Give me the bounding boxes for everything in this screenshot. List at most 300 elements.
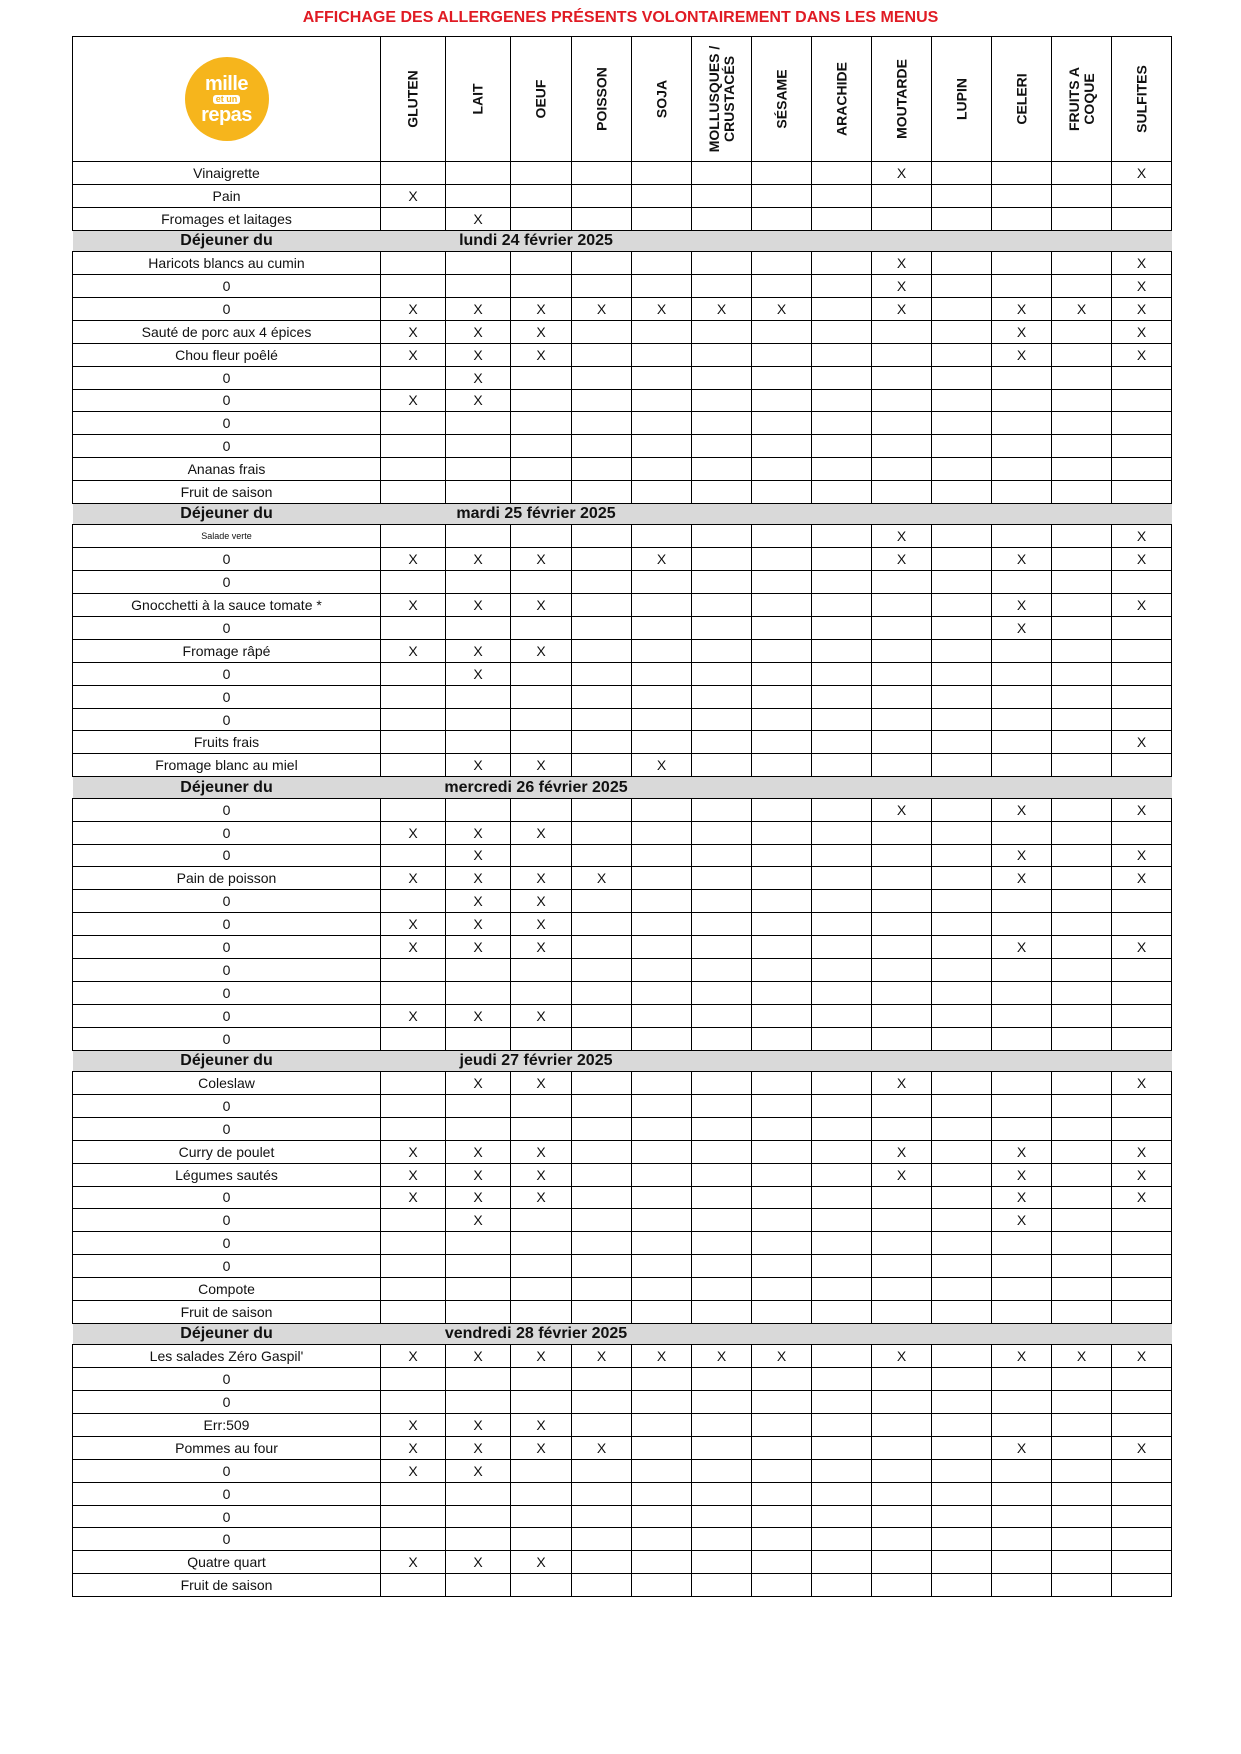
allergen-mark-cell (812, 639, 872, 662)
day-label: Déjeuner du (73, 777, 381, 799)
allergen-mark-cell (511, 731, 572, 754)
menu-item-name: 0 (73, 1459, 381, 1482)
allergen-mark-cell (572, 252, 632, 275)
allergen-mark-cell: X (1112, 731, 1172, 754)
allergen-mark-cell (932, 1528, 992, 1551)
allergen-mark-cell (572, 890, 632, 913)
allergen-mark-cell (381, 1209, 446, 1232)
allergen-mark-cell (692, 1117, 752, 1140)
menu-item-row (73, 481, 1172, 504)
allergen-mark-cell (932, 890, 992, 913)
menu-item-name: 0 (73, 1255, 381, 1278)
allergen-mark-cell (1112, 821, 1172, 844)
allergen-mark-cell (572, 481, 632, 504)
allergen-mark-cell (992, 913, 1052, 936)
allergen-mark-cell: X (1112, 1072, 1172, 1095)
allergen-header (812, 37, 872, 162)
allergen-mark-cell (632, 1551, 692, 1574)
menu-item-row (73, 981, 1172, 1004)
allergen-mark-cell: X (511, 320, 572, 343)
day-label: Déjeuner du (73, 1050, 381, 1072)
allergen-mark-cell (1052, 708, 1112, 731)
allergen-header-label: MOUTARDE (893, 59, 909, 139)
allergen-mark-cell (1052, 867, 1112, 890)
allergen-mark-cell (812, 1094, 872, 1117)
allergen-mark-cell (692, 525, 752, 548)
day-header-filler (692, 503, 1172, 525)
allergen-mark-cell (511, 389, 572, 412)
allergen-mark-cell (932, 435, 992, 458)
allergen-mark-cell: X (992, 867, 1052, 890)
menu-item-row (73, 343, 1172, 366)
allergen-mark-cell: X (1112, 594, 1172, 617)
menu-item-row (73, 571, 1172, 594)
allergen-mark-cell (572, 1391, 632, 1414)
allergen-mark-cell (511, 798, 572, 821)
allergen-mark-cell (932, 1414, 992, 1437)
allergen-mark-cell (572, 275, 632, 298)
allergen-mark-cell (381, 1255, 446, 1278)
allergen-mark-cell: X (446, 1436, 511, 1459)
allergen-mark-cell (1052, 890, 1112, 913)
menu-item-name: 0 (73, 936, 381, 959)
allergen-mark-cell (1112, 913, 1172, 936)
allergen-mark-cell (872, 1368, 932, 1391)
allergen-mark-cell (511, 275, 572, 298)
allergen-mark-cell (632, 1117, 692, 1140)
allergen-mark-cell: X (381, 1163, 446, 1186)
allergen-mark-cell (381, 617, 446, 640)
allergen-mark-cell (572, 1574, 632, 1597)
allergen-mark-cell (446, 162, 511, 185)
allergen-mark-cell: X (511, 1345, 572, 1368)
allergen-mark-cell: X (446, 1459, 511, 1482)
allergen-mark-cell (381, 252, 446, 275)
allergen-mark-cell: X (872, 297, 932, 320)
allergen-mark-cell: X (511, 1414, 572, 1437)
allergen-mark-cell (572, 1232, 632, 1255)
menu-item-row (73, 184, 1172, 207)
allergen-mark-cell (752, 481, 812, 504)
allergen-mark-cell (992, 1232, 1052, 1255)
allergen-mark-cell (1052, 639, 1112, 662)
allergen-mark-cell (446, 731, 511, 754)
allergen-mark-cell (692, 207, 752, 230)
allergen-mark-cell (511, 1027, 572, 1050)
allergen-header-label: ARACHIDE (833, 62, 849, 136)
allergen-mark-cell: X (381, 297, 446, 320)
allergen-mark-cell (381, 1528, 446, 1551)
allergen-mark-cell (812, 1278, 872, 1301)
allergen-mark-cell (692, 320, 752, 343)
day-header-filler (692, 777, 1172, 799)
allergen-mark-cell (812, 366, 872, 389)
allergen-mark-cell (692, 1391, 752, 1414)
allergen-mark-cell: X (872, 162, 932, 185)
menu-item-row (73, 458, 1172, 481)
allergen-mark-cell (446, 1482, 511, 1505)
allergen-mark-cell (572, 1072, 632, 1095)
allergen-mark-cell (932, 1094, 992, 1117)
allergen-mark-cell: X (632, 754, 692, 777)
allergen-mark-cell: X (446, 366, 511, 389)
allergen-mark-cell (572, 662, 632, 685)
allergen-mark-cell (872, 1255, 932, 1278)
allergen-mark-cell (932, 662, 992, 685)
allergen-mark-cell (572, 571, 632, 594)
page-title: AFFICHAGE DES ALLERGENES PRÉSENTS VOLONTAIREMENT DANS LES MENUS (302, 9, 939, 26)
allergen-mark-cell: X (511, 1436, 572, 1459)
allergen-mark-cell (932, 548, 992, 571)
allergen-mark-cell (1052, 412, 1112, 435)
allergen-header (572, 37, 632, 162)
allergen-mark-cell: X (992, 798, 1052, 821)
allergen-mark-cell (752, 1391, 812, 1414)
menu-item-name: Vinaigrette (73, 162, 381, 185)
allergen-mark-cell (446, 481, 511, 504)
allergen-mark-cell: X (872, 798, 932, 821)
allergen-mark-cell (752, 639, 812, 662)
allergen-mark-cell (446, 1528, 511, 1551)
allergen-mark-cell (632, 1505, 692, 1528)
allergen-header-label: SOJA (653, 79, 669, 119)
allergen-mark-cell (812, 184, 872, 207)
allergen-mark-cell (446, 708, 511, 731)
allergen-mark-cell (1052, 207, 1112, 230)
menu-item-name: Fruits frais (73, 731, 381, 754)
allergen-mark-cell (992, 1414, 1052, 1437)
allergen-mark-cell (381, 458, 446, 481)
allergen-mark-cell (1112, 1004, 1172, 1027)
allergen-mark-cell (752, 1140, 812, 1163)
allergen-mark-cell (932, 1551, 992, 1574)
menu-item-row (73, 1459, 1172, 1482)
menu-item-name: Haricots blancs au cumin (73, 252, 381, 275)
menu-item-name: 0 (73, 1505, 381, 1528)
day-header-row (73, 503, 1172, 525)
menu-item-name: 0 (73, 548, 381, 571)
allergen-mark-cell (932, 1186, 992, 1209)
allergen-mark-cell: X (992, 1186, 1052, 1209)
allergen-mark-cell (1052, 184, 1112, 207)
allergen-mark-cell (932, 1072, 992, 1095)
allergen-mark-cell (572, 1482, 632, 1505)
menu-item-row (73, 821, 1172, 844)
allergen-mark-cell (1112, 366, 1172, 389)
allergen-mark-cell: X (511, 890, 572, 913)
allergen-mark-cell (692, 1414, 752, 1437)
menu-item-name: Légumes sautés (73, 1163, 381, 1186)
allergen-mark-cell (511, 1232, 572, 1255)
allergen-mark-cell (632, 162, 692, 185)
allergen-mark-cell (1052, 1140, 1112, 1163)
allergen-mark-cell (572, 844, 632, 867)
allergen-mark-cell (812, 890, 872, 913)
menu-item-name: 0 (73, 275, 381, 298)
allergen-mark-cell (1052, 435, 1112, 458)
allergen-mark-cell (572, 1140, 632, 1163)
menu-item-row (73, 844, 1172, 867)
allergen-mark-cell (692, 981, 752, 1004)
allergen-mark-cell (872, 1232, 932, 1255)
allergen-mark-cell (692, 708, 752, 731)
allergen-mark-cell (872, 708, 932, 731)
allergen-mark-cell (1052, 1391, 1112, 1414)
menu-item-name: Fromage blanc au miel (73, 754, 381, 777)
allergen-mark-cell (752, 959, 812, 982)
allergen-mark-cell (692, 412, 752, 435)
allergen-mark-cell: X (381, 1186, 446, 1209)
menu-item-row (73, 1140, 1172, 1163)
allergen-mark-cell (632, 844, 692, 867)
allergen-mark-cell (872, 1436, 932, 1459)
allergen-mark-cell (992, 1551, 1052, 1574)
menu-item-row (73, 252, 1172, 275)
menu-item-row (73, 297, 1172, 320)
allergen-mark-cell (572, 1505, 632, 1528)
menu-item-row (73, 162, 1172, 185)
menu-item-name: 0 (73, 821, 381, 844)
allergen-mark-cell (812, 1551, 872, 1574)
allergen-mark-cell: X (446, 1209, 511, 1232)
allergen-mark-cell (812, 207, 872, 230)
allergen-mark-cell (632, 594, 692, 617)
allergen-mark-cell (1112, 1391, 1172, 1414)
allergen-mark-cell (446, 1117, 511, 1140)
allergen-mark-cell (632, 1391, 692, 1414)
allergen-mark-cell: X (446, 1072, 511, 1095)
allergen-mark-cell (812, 1209, 872, 1232)
allergen-mark-cell (752, 1209, 812, 1232)
allergen-mark-cell (812, 959, 872, 982)
allergen-header-label: LUPIN (953, 78, 969, 120)
allergen-mark-cell (446, 1255, 511, 1278)
allergen-mark-cell (752, 1436, 812, 1459)
allergen-mark-cell (992, 412, 1052, 435)
allergen-mark-cell: X (446, 1345, 511, 1368)
allergen-mark-cell (932, 1368, 992, 1391)
allergen-mark-cell (1112, 207, 1172, 230)
allergen-mark-cell (812, 1072, 872, 1095)
allergen-mark-cell (572, 1163, 632, 1186)
allergen-mark-cell: X (872, 1345, 932, 1368)
allergen-mark-cell (632, 458, 692, 481)
allergen-mark-cell (692, 1528, 752, 1551)
allergen-mark-cell (1052, 594, 1112, 617)
allergen-mark-cell (632, 1414, 692, 1437)
allergen-mark-cell: X (511, 639, 572, 662)
allergen-mark-cell: X (381, 867, 446, 890)
allergen-mark-cell (932, 708, 992, 731)
menu-item-name: 0 (73, 1482, 381, 1505)
allergen-header (511, 37, 572, 162)
allergen-mark-cell (632, 798, 692, 821)
allergen-mark-cell (752, 252, 812, 275)
allergen-mark-cell: X (446, 913, 511, 936)
allergen-mark-cell (511, 1459, 572, 1482)
allergen-mark-cell: X (446, 343, 511, 366)
day-header-row (73, 777, 1172, 799)
allergen-mark-cell (812, 1004, 872, 1027)
allergen-mark-cell (1052, 936, 1112, 959)
allergen-mark-cell (446, 617, 511, 640)
allergen-mark-cell (752, 162, 812, 185)
allergen-mark-cell (572, 1117, 632, 1140)
allergen-mark-cell (1112, 1232, 1172, 1255)
allergen-mark-cell (1052, 481, 1112, 504)
allergen-mark-cell (812, 481, 872, 504)
allergen-mark-cell: X (632, 297, 692, 320)
menu-item-row (73, 389, 1172, 412)
allergen-mark-cell: X (1112, 1345, 1172, 1368)
allergen-mark-cell (752, 1368, 812, 1391)
allergen-mark-cell (932, 1163, 992, 1186)
allergen-mark-cell (812, 913, 872, 936)
allergen-mark-cell (812, 525, 872, 548)
allergen-mark-cell (932, 1574, 992, 1597)
allergen-mark-cell (632, 617, 692, 640)
allergen-mark-cell (381, 275, 446, 298)
allergen-mark-cell (632, 571, 692, 594)
allergen-mark-cell (752, 821, 812, 844)
allergen-mark-cell (572, 1300, 632, 1323)
allergen-mark-cell (692, 1209, 752, 1232)
day-date: jeudi 27 février 2025 (381, 1050, 692, 1072)
allergen-header-label: LAIT (469, 83, 486, 115)
allergen-mark-cell: X (446, 662, 511, 685)
allergen-mark-cell (572, 1368, 632, 1391)
allergen-mark-cell (992, 708, 1052, 731)
allergen-mark-cell (812, 731, 872, 754)
allergen-mark-cell (992, 754, 1052, 777)
menu-item-name: Salade verte (73, 525, 381, 548)
allergen-mark-cell (872, 389, 932, 412)
allergen-mark-cell (752, 184, 812, 207)
allergen-mark-cell (752, 1186, 812, 1209)
allergen-mark-cell (992, 1117, 1052, 1140)
allergen-mark-cell (511, 685, 572, 708)
allergen-mark-cell (1112, 617, 1172, 640)
day-header-row (73, 1323, 1172, 1345)
allergen-mark-cell (632, 662, 692, 685)
allergen-mark-cell (446, 685, 511, 708)
allergen-mark-cell (692, 366, 752, 389)
allergen-mark-cell (752, 1072, 812, 1095)
menu-item-row (73, 890, 1172, 913)
allergen-mark-cell: X (1112, 1436, 1172, 1459)
allergen-mark-cell (812, 343, 872, 366)
menu-item-name: Pain (73, 184, 381, 207)
allergen-mark-cell (692, 594, 752, 617)
menu-item-name: Ananas frais (73, 458, 381, 481)
allergen-mark-cell (381, 959, 446, 982)
allergen-mark-cell (932, 162, 992, 185)
allergen-mark-cell: X (381, 936, 446, 959)
menu-item-row (73, 548, 1172, 571)
allergen-mark-cell (1052, 754, 1112, 777)
allergen-mark-cell (1052, 1072, 1112, 1095)
allergen-mark-cell (632, 1163, 692, 1186)
allergen-mark-cell (872, 821, 932, 844)
allergen-mark-cell (381, 1300, 446, 1323)
allergen-mark-cell: X (1112, 275, 1172, 298)
menu-item-name: Fromages et laitages (73, 207, 381, 230)
allergen-mark-cell: X (511, 754, 572, 777)
allergen-mark-cell (632, 821, 692, 844)
allergen-mark-cell (632, 1482, 692, 1505)
allergen-mark-cell (992, 1004, 1052, 1027)
allergen-mark-cell (572, 594, 632, 617)
allergen-mark-cell (872, 1391, 932, 1414)
allergen-mark-cell (872, 1505, 932, 1528)
allergen-mark-cell (932, 1482, 992, 1505)
menu-item-row (73, 1027, 1172, 1050)
allergen-mark-cell (812, 1505, 872, 1528)
allergen-mark-cell (1112, 458, 1172, 481)
allergen-mark-cell (812, 1140, 872, 1163)
allergen-mark-cell: X (381, 594, 446, 617)
allergen-mark-cell (381, 1482, 446, 1505)
menu-item-row (73, 617, 1172, 640)
allergen-mark-cell (812, 297, 872, 320)
allergen-mark-cell (872, 412, 932, 435)
allergen-mark-cell (752, 754, 812, 777)
menu-item-name: 0 (73, 1391, 381, 1414)
allergen-mark-cell (932, 571, 992, 594)
menu-item-name: 0 (73, 662, 381, 685)
allergen-mark-cell (572, 913, 632, 936)
allergen-mark-cell (812, 754, 872, 777)
allergen-mark-cell (752, 1163, 812, 1186)
allergen-mark-cell (992, 890, 1052, 913)
allergen-mark-cell (511, 184, 572, 207)
menu-item-row (73, 1117, 1172, 1140)
menu-item-row (73, 1505, 1172, 1528)
allergen-mark-cell (381, 1574, 446, 1597)
day-header-row (73, 230, 1172, 252)
allergen-mark-cell (932, 297, 992, 320)
allergen-mark-cell (632, 366, 692, 389)
allergen-mark-cell (1112, 184, 1172, 207)
allergen-mark-cell (992, 1027, 1052, 1050)
allergen-mark-cell: X (381, 320, 446, 343)
allergen-mark-cell (932, 1209, 992, 1232)
allergen-mark-cell: X (1112, 343, 1172, 366)
allergen-mark-cell (1112, 1255, 1172, 1278)
allergen-mark-cell (632, 1232, 692, 1255)
allergen-mark-cell (1112, 754, 1172, 777)
allergen-mark-cell (632, 481, 692, 504)
menu-item-name: Quatre quart (73, 1551, 381, 1574)
allergen-mark-cell (752, 913, 812, 936)
allergen-mark-cell: X (446, 867, 511, 890)
menu-item-row (73, 1255, 1172, 1278)
allergen-mark-cell (872, 366, 932, 389)
allergen-mark-cell: X (511, 594, 572, 617)
allergen-mark-cell (446, 184, 511, 207)
allergen-mark-cell: X (872, 525, 932, 548)
allergen-mark-cell: X (511, 821, 572, 844)
menu-item-name: 0 (73, 617, 381, 640)
allergen-mark-cell (752, 571, 812, 594)
allergen-header-label: MOLLUSQUES / CRUSTACÉS (705, 45, 737, 153)
day-date: mercredi 26 février 2025 (381, 777, 692, 799)
allergen-mark-cell (812, 252, 872, 275)
allergen-mark-cell (752, 594, 812, 617)
allergen-mark-cell (812, 412, 872, 435)
allergen-mark-cell (446, 275, 511, 298)
allergen-mark-cell (632, 389, 692, 412)
